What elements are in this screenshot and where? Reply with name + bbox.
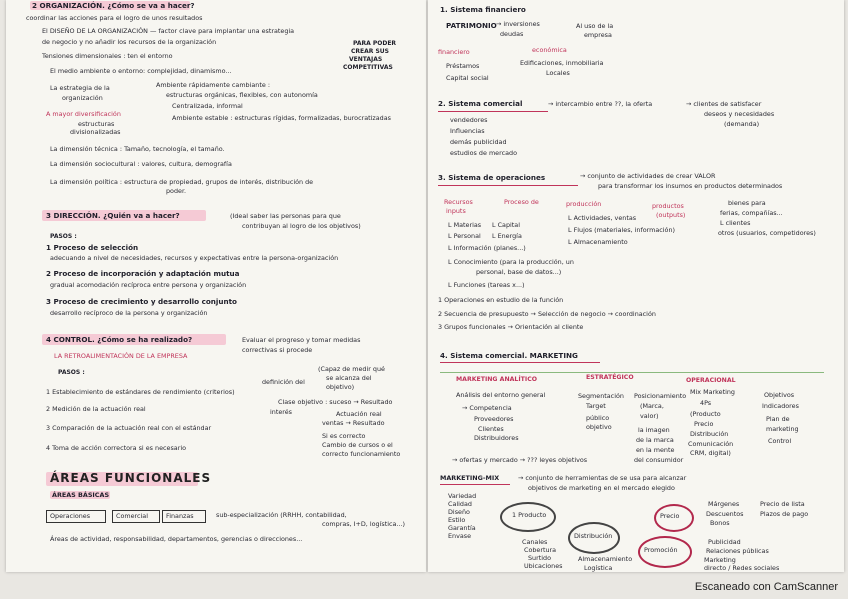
text-line: L Funciones (tareas x...) [448,281,525,289]
text-line: Plan de [766,415,790,423]
text-line: Ambiente rápidamente cambiante : [156,81,270,89]
text-line: (Marca, [640,402,664,410]
text-line: bienes para [728,199,766,207]
text-line: Indicadores [762,402,799,410]
text-line: Clase objetivo : suceso → Resultado [278,398,393,406]
text-line: Posicionamiento [634,392,687,400]
text-line: 4Ps [700,399,712,407]
text-line: empresa [584,31,612,39]
text-line: financiero [438,48,470,56]
text-line: Precio de lista [760,500,805,508]
text-line: 1 Establecimiento de estándares de rendimiento (criterios) [46,388,235,396]
text-line: ferias, compañías... [720,209,783,217]
text-line: COMPETITIVAS [343,64,393,71]
text-line: se alcanza del [326,374,372,382]
text-line: Si es correcto [322,432,366,440]
text-line: CREAR SUS [351,48,389,55]
text-line: Distribución [690,430,729,438]
text-line: Tensiones dimensionales : ten el entorno [42,52,173,60]
text-line: compras, I+D, logística...) [322,520,406,528]
text-line: Descuentos [706,510,744,518]
text-line: estudios de mercado [450,149,517,157]
text-line: Capital social [446,74,489,82]
text-line: correctivas si procede [242,346,313,354]
text-line: Envase [448,532,472,540]
text-line: El medio ambiente o entorno: complejidad, dinamismo... [50,67,232,75]
area-label: Comercial [116,512,148,520]
text-line: Áreas de actividad, responsabilidad, departamentos, gerencias o direcciones... [50,535,303,543]
text-line: poder. [166,187,187,195]
text-line: L Personal [448,232,481,240]
text-line: Influencias [450,127,485,135]
text-line: Surtido [528,554,551,562]
text-line: PASOS : [58,369,85,376]
scanner-watermark: Escaneado con CamScanner [694,581,838,593]
text-line: vendedores [450,116,488,124]
text-line: 1 Operaciones en estudio de la función [438,296,564,304]
text-line: Proceso de [504,198,539,206]
text-line: Proveedores [474,415,514,423]
text-line: directo / Redes sociales [704,564,780,572]
column-header: OPERACIONAL [686,377,736,384]
text-line: → intercambio entre ??, la oferta [548,100,653,108]
text-line: La estrategia de la [50,84,110,92]
text-line: Canales [522,538,548,546]
text-line: Ambiente estable : estructuras rígidas, formalizadas, burocratizadas [172,114,391,122]
text-line: → ofertas y mercado → ??? leyes objetivos [452,456,588,464]
text-line: personal, base de datos...) [476,268,562,276]
mix-label: Promoción [644,546,678,554]
text-line: objetivo) [326,383,355,391]
text-line: contribuyan al logro de los objetivos) [242,222,361,230]
text-line: L Conocimiento (para la producción, un [448,258,574,266]
area-label: Operaciones [50,512,91,520]
text-line: (Ideal saber las personas para que [230,212,341,220]
section-r1-title: 1. Sistema financiero [440,5,526,14]
underline [440,484,510,485]
text-line: PARA PODER [353,40,397,47]
text-line: LA RETROALIMENTACIÓN DE LA EMPRESA [54,352,188,360]
text-line: Estilo [448,516,466,524]
text-line: Diseño [448,508,470,516]
text-line: 3 Comparación de la actuación real con el estándar [46,424,212,432]
text-line: Recursos [444,198,473,206]
text-line: → conjunto de actividades de crear VALOR [580,172,716,180]
text-line: 2 Proceso de incorporación y adaptación mutua [46,269,240,278]
text-line: interés [270,408,293,416]
text-line: (demanda) [724,120,760,128]
text-line: organización [62,94,103,102]
text-line: valor) [640,412,659,420]
text-line: (Producto [690,410,721,418]
text-line: L Flujos (materiales, información) [568,226,676,234]
text-line: definición del [262,378,305,386]
text-line: Comunicación [688,440,734,448]
text-line: estructuras [78,120,115,128]
text-line: Publicidad [708,538,741,546]
text-line: 2 Medición de la actuación real [46,405,146,413]
text-line: Locales [546,69,570,77]
text-line: demás publicidad [450,138,507,146]
text-line: L Energía [492,232,522,240]
text-line: L Información (planes...) [448,244,526,252]
text-line: Márgenes [708,500,740,508]
text-line: Análisis del entorno general [456,391,546,399]
text-line: Marketing [704,556,736,564]
text-line: Distribuidores [474,434,519,442]
text-line: CRM, digital) [690,449,731,457]
text-line: Control [768,437,792,445]
text-line: público [586,414,610,422]
areas-subtitle: ÁREAS BÁSICAS [52,491,110,499]
text-line: deseos y necesidades [704,110,775,118]
text-line: la imagen [638,426,670,434]
text-line: VENTAJAS [349,56,383,63]
text-line: de la marca [636,436,674,444]
text-line: → Competencia [462,404,512,412]
left-page [6,0,426,572]
text-line: Relaciones públicas [706,547,769,555]
text-line: deudas [500,30,524,38]
section-r2-title: 2. Sistema comercial [438,99,523,108]
text-line: L Capital [492,221,520,229]
text-line: Logística [584,564,613,572]
text-line: sub-especialización (RRHH, contabilidad, [216,511,347,519]
text-line: estructuras orgánicas, flexibles, con autonomía [166,91,318,99]
text-line: inputs [446,207,466,215]
text-line: 1 Proceso de selección [46,243,139,252]
text-line: de negocio y no añadir los recursos de la organización [42,38,217,46]
text-line: Garantía [448,524,476,532]
text-line: PATRIMONIO [446,21,497,30]
text-line: Cambio de cursos o el [322,441,393,449]
text-line: Objetivos [764,391,795,399]
section-4-title: 4 CONTROL. ¿Cómo se ha realizado? [46,335,193,344]
text-line: L clientes [720,219,751,227]
text-line: correcto funcionamiento [322,450,401,458]
text-line: económica [532,46,567,54]
text-line: El DISEÑO DE LA ORGANIZACIÓN — factor clave para implantar una estrategia [42,27,295,35]
areas-title: ÁREAS FUNCIONALES [50,471,212,485]
text-line: 4 Toma de acción correctora si es necesario [46,444,187,452]
text-line: A mayor diversificación [46,110,121,118]
section-3-title: 3 DIRECCIÓN. ¿Quién va a hacer? [46,211,180,220]
text-line: Actuación real [336,410,382,418]
text-line: 3 Grupos funcionales → Orientación al cliente [438,323,584,331]
text-line: Clientes [478,425,504,433]
text-line: objetivo [586,423,612,431]
text-line: PASOS : [50,233,77,240]
text-line: L Almacenamiento [568,238,628,246]
divider [440,372,824,373]
right-page [428,0,844,572]
text-line: Variedad [448,492,477,500]
text-line: → conjunto de herramientas de se usa para alcanzar [518,474,687,482]
column-header: MARKETING ANALÍTICO [456,376,537,383]
text-line: L Actividades, ventas [568,214,637,222]
text-line: gradual acomodación recíproca entre persona y organización [50,281,247,289]
text-line: La dimensión sociocultural : valores, cultura, demografía [50,160,232,168]
text-line: (outputs) [656,211,686,219]
underline [438,185,578,186]
text-line: otros (usuarios, competidores) [718,229,816,237]
text-line: producción [566,200,602,208]
section-r4-title: 4. Sistema comercial. MARKETING [440,351,578,360]
text-line: ventas → Resultado [322,419,385,427]
underline [440,362,600,363]
text-line: adecuando a nivel de necesidades, recursos y expectativas entre la persona-organización [50,254,339,262]
column-header: ESTRATÉGICO [586,374,634,381]
mix-label: Precio [660,512,680,520]
text-line: coordinar las acciones para el logro de unos resultados [26,14,203,22]
text-line: 3 Proceso de crecimiento y desarrollo conjunto [46,297,237,306]
text-line: Evaluar el progreso y tomar medidas [242,336,361,344]
section-r3-title: 3. Sistema de operaciones [438,173,546,182]
text-line: Bonos [710,519,730,527]
text-line: Préstamos [446,62,480,70]
text-line: en la mente [636,446,675,454]
text-line: 2 Secuencia de presupuesto → Selección de negocio → coordinación [438,310,656,318]
text-line: → inversiones [496,20,540,28]
text-line: Cobertura [524,546,557,554]
mix-title: MARKETING-MIX [440,474,500,482]
text-line: Al uso de la [576,22,614,30]
text-line: La dimensión técnica : Tamaño, tecnología, el tamaño. [50,145,225,153]
text-line: L Materias [448,221,482,229]
text-line: Target [586,402,606,410]
text-line: Almacenamiento [578,555,633,563]
text-line: objetivos de marketing en el mercado elegido [528,484,675,492]
text-line: para transformar los insumos en productos determinados [598,182,783,190]
text-line: Mix Marketing [690,388,735,396]
text-line: Plazos de pago [760,510,809,518]
text-line: marketing [766,425,799,433]
text-line: Segmentación [578,392,624,400]
section-2-title: 2 ORGANIZACIÓN. ¿Cómo se va a hacer? [32,1,195,10]
mix-label: 1 Producto [512,511,547,519]
mix-label: Distribución [574,532,613,540]
text-line: productos [652,202,684,210]
text-line: Calidad [448,500,472,508]
text-line: Ubicaciones [524,562,563,570]
text-line: Centralizada, informal [172,102,243,110]
text-line: (Capaz de medir qué [318,365,385,373]
text-line: La dimensión política : estructura de propiedad, grupos de interés, distribución de [50,178,314,186]
text-line: divisionalizadas [70,128,121,136]
text-line: Edificaciones, inmobiliaria [520,59,604,67]
text-line: del consumidor [634,456,684,464]
text-line: desarrollo recíproco de la persona y organización [50,309,208,317]
text-line: Precio [694,420,714,428]
text-line: → clientes de satisfacer [686,100,762,108]
underline [438,111,548,112]
area-label: Finanzas [166,512,194,520]
